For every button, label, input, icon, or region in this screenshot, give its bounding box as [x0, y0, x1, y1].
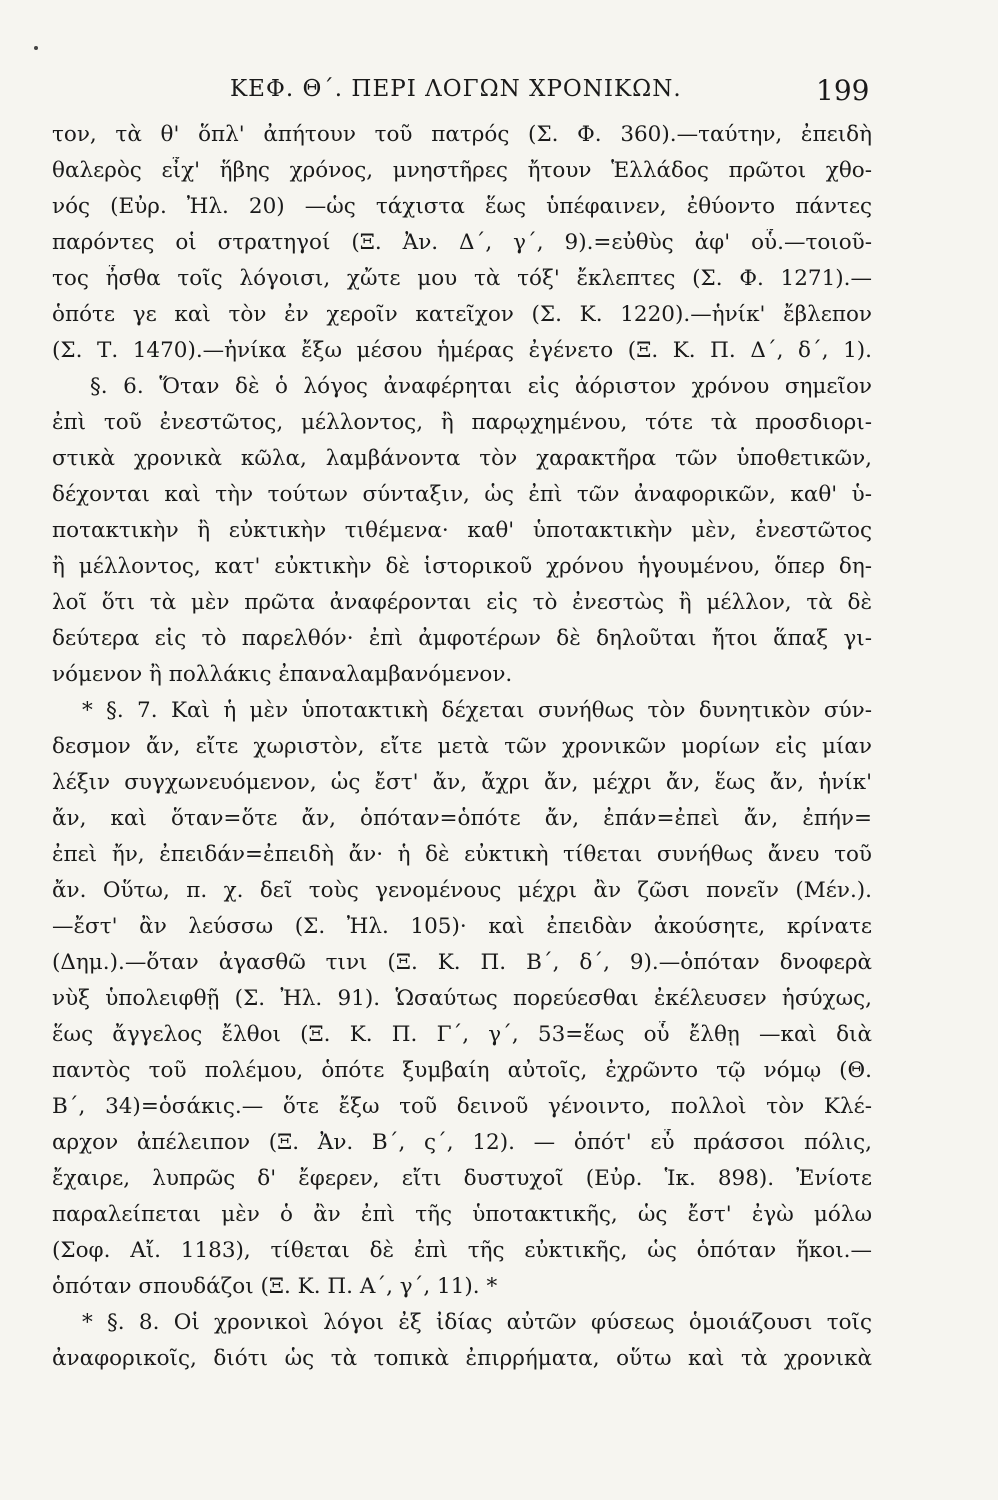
text-line: παρόντες οἱ στρατηγοί (Ξ. Ἀν. Δ΄, γ΄, 9).=εὐθὺς ἀφ' οὗ.—τοιοῦ-	[52, 230, 872, 255]
text-line: αρχον ἀπέλειπον (Ξ. Ἀν. Β΄, ς΄, 12). — ὁπότ' εὖ πράσσοι πόλις,	[52, 1130, 872, 1155]
text-line: θαλερὸς εἶχ' ἥβης χρόνος, μνηστῆρες ἤτουν Ἑλλάδος πρῶτοι χθο-	[52, 158, 872, 183]
text-line: ὁπότε γε καὶ τὸν ἐν χεροῖν κατεῖχον (Σ. Κ. 1220).—ἡνίκ' ἔβλεπον	[52, 302, 872, 327]
text-line: τον, τὰ θ' ὅπλ' ἀπήτουν τοῦ πατρός (Σ. Φ. 360).—ταύτην, ἐπειδὴ	[52, 122, 872, 147]
text-line: (Δημ.).—ὅταν ἀγασθῶ τινι (Ξ. Κ. Π. Β΄, δ΄, 9).—ὁπόταν δνοφερὰ	[52, 950, 872, 975]
text-line: παραλείπεται μὲν ὁ ἂν ἐπὶ τῆς ὑποτακτικῆς, ὡς ἔστ' ἐγὼ μόλω	[52, 1202, 872, 1227]
text-line: δεσμον ἄν, εἴτε χωριστὸν, εἴτε μετὰ τῶν χρονικῶν μορίων εἰς μίαν	[52, 734, 872, 759]
text-line: ἕως ἄγγελος ἔλθοι (Ξ. Κ. Π. Γ΄, γ΄, 53=ἕως οὗ ἔλθῃ —καὶ διὰ	[52, 1022, 872, 1047]
text-line: ἀναφορικοῖς, διότι ὡς τὰ τοπικὰ ἐπιρρήματα, οὕτω καὶ τὰ χρονικὰ	[52, 1346, 872, 1371]
section-8-first-line: * §. 8. Οἱ χρονικοὶ λόγοι ἐξ ἰδίας αὐτῶν φύσεως ὁμοιάζουσι τοῖς	[82, 1310, 872, 1335]
text-line: (Σ. Τ. 1470).—ἡνίκα ἔξω μέσου ἡμέρας ἐγένετο (Ξ. Κ. Π. Δ΄, δ΄, 1).	[52, 338, 872, 363]
page-number: 199	[816, 74, 870, 107]
text-line: δέχονται καὶ τὴν τούτων σύνταξιν, ὡς ἐπὶ τῶν ἀναφορικῶν, καθ' ὑ-	[52, 482, 872, 507]
ink-dot	[34, 46, 38, 50]
text-line: ἐπὶ τοῦ ἐνεστῶτος, μέλλοντος, ἢ παρῳχημένου, τότε τὰ προσδιορι-	[52, 410, 872, 435]
text-line: λοῖ ὅτι τὰ μὲν πρῶτα ἀναφέρονται εἰς τὸ ἐνεστὼς ἢ μέλλον, τὰ δὲ	[52, 590, 872, 615]
text-line: στικὰ χρονικὰ κῶλα, λαμβάνοντα τὸν χαρακτῆρα τῶν ὑποθετικῶν,	[52, 446, 872, 471]
text-line: ἢ μέλλοντος, κατ' εὐκτικὴν δὲ ἱστορικοῦ χρόνου ἡγουμένου, ὅπερ δη-	[52, 554, 872, 579]
text-line: Β΄, 34)=ὁσάκις.— ὅτε ἔξω τοῦ δεινοῦ γένοιντο, πολλοὶ τὸν Κλέ-	[52, 1094, 872, 1119]
text-line: —ἔστ' ἂν λεύσσω (Σ. Ἠλ. 105)· καὶ ἐπειδὰν ἀκούσητε, κρίνατε	[52, 914, 872, 939]
section-6-first-line: §. 6. Ὅταν δὲ ὁ λόγος ἀναφέρηται εἰς ἀόριστον χρόνου σημεῖον	[90, 374, 872, 399]
text-line: λέξιν συγχωνευόμενον, ὡς ἔστ' ἄν, ἄχρι ἄν, μέχρι ἄν, ἕως ἄν, ἡνίκ'	[52, 770, 872, 795]
text-line: νὺξ ὑπολειφθῇ (Σ. Ἠλ. 91). Ὡσαύτως πορεύεσθαι ἐκέλευσεν ἡσύχως,	[52, 986, 872, 1011]
text-line: νός (Εὐρ. Ἠλ. 20) —ὡς τάχιστα ἕως ὑπέφαινεν, ἐθύοντο πάντες	[52, 194, 872, 219]
text-line: ποτακτικὴν ἢ εὐκτικὴν τιθέμενα· καθ' ὑποτακτικὴν μὲν, ἐνεστῶτος	[52, 518, 872, 543]
text-line: ὁπόταν σπουδάζοι (Ξ. Κ. Π. Α΄, γ΄, 11). *	[52, 1274, 498, 1299]
text-line: ἄν. Οὕτω, π. χ. δεῖ τοὺς γενομένους μέχρι ἂν ζῶσι πονεῖν (Μέν.).	[52, 878, 872, 903]
text-line: παντὸς τοῦ πολέμου, ὁπότε ξυμβαίη αὐτοῖς, ἐχρῶντο τῷ νόμῳ (Θ.	[52, 1058, 872, 1083]
text-line: ἐπεὶ ἤν, ἐπειδάν=ἐπειδὴ ἄν· ἡ δὲ εὐκτικὴ τίθεται συνήθως ἄνευ τοῦ	[52, 842, 872, 867]
text-line: τος ἦσθα τοῖς λόγοισι, χὤτε μου τὰ τόξ' ἔκλεπτες (Σ. Φ. 1271).—	[52, 266, 872, 291]
section-7-first-line: * §. 7. Καὶ ἡ μὲν ὑποτακτικὴ δέχεται συνήθως τὸν δυνητικὸν σύν-	[82, 698, 872, 723]
text-line: (Σοφ. Αἴ. 1183), τίθεται δὲ ἐπὶ τῆς εὐκτικῆς, ὡς ὁπόταν ἥκοι.—	[52, 1238, 872, 1263]
text-line: δεύτερα εἰς τὸ παρελθόν· ἐπὶ ἀμφοτέρων δὲ δηλοῦται ἤτοι ἅπαξ γι-	[52, 626, 872, 651]
text-line: ἔχαιρε, λυπρῶς δ' ἔφερεν, εἴτι δυστυχοῖ (Εὐρ. Ἱκ. 898). Ἐνίοτε	[52, 1166, 872, 1191]
text-line: νόμενον ἢ πολλάκις ἐπαναλαμβανόμενον.	[52, 662, 513, 687]
running-head: ΚΕΦ. Θ΄. ΠΕΡΙ ΛΟΓΩΝ ΧΡΟΝΙΚΩΝ.	[230, 76, 682, 102]
text-line: ἄν, καὶ ὅταν=ὅτε ἄν, ὁπόταν=ὁπότε ἄν, ἐπάν=ἐπεὶ ἄν, ἐπήν=	[52, 806, 872, 831]
